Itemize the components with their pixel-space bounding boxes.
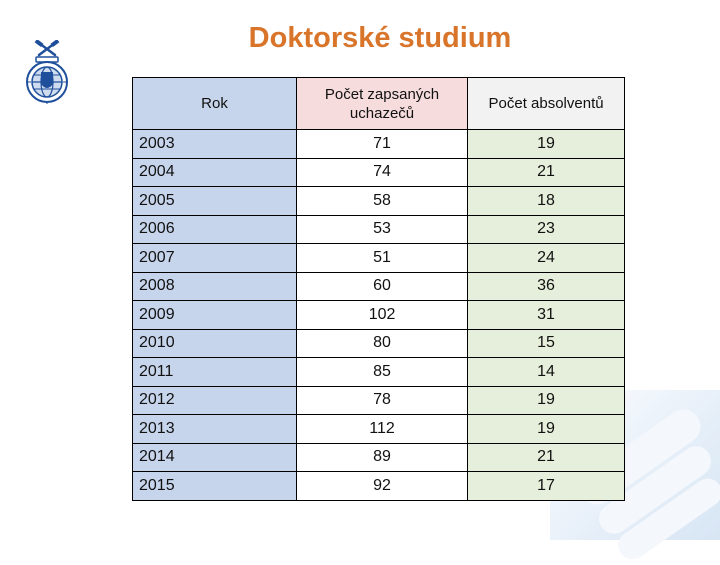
graduates-cell: 19	[468, 130, 625, 159]
enrolled-cell: 71	[297, 130, 468, 159]
column-header-year: Rok	[133, 78, 297, 130]
year-cell: 2009	[133, 301, 297, 330]
page-title: Doktorské studium	[248, 22, 512, 54]
enrolled-cell: 78	[297, 386, 468, 415]
table-row	[133, 187, 625, 216]
enrolled-cell: 74	[297, 158, 468, 187]
graduates-cell: 36	[468, 272, 625, 301]
graduates-cell: 17	[468, 472, 625, 501]
table-row	[133, 130, 625, 159]
table-row	[133, 158, 625, 187]
doctoral-study-table	[132, 77, 625, 501]
table-row	[133, 272, 625, 301]
enrolled-cell: 51	[297, 244, 468, 273]
enrolled-cell: 58	[297, 187, 468, 216]
year-cell: 2004	[133, 158, 297, 187]
year-cell: 2003	[133, 130, 297, 159]
enrolled-cell: 102	[297, 301, 468, 330]
year-cell: 2008	[133, 272, 297, 301]
year-cell: 2012	[133, 386, 297, 415]
graduates-cell: 19	[468, 415, 625, 444]
graduates-cell: 21	[468, 443, 625, 472]
table-row	[133, 472, 625, 501]
table-row	[133, 386, 625, 415]
enrolled-cell: 60	[297, 272, 468, 301]
graduates-cell: 23	[468, 215, 625, 244]
year-cell: 2007	[133, 244, 297, 273]
column-header-graduates: Počet absolventů	[468, 78, 625, 130]
enrolled-cell: 92	[297, 472, 468, 501]
table-row	[133, 329, 625, 358]
graduates-cell: 18	[468, 187, 625, 216]
table-row	[133, 301, 625, 330]
table-row	[133, 244, 625, 273]
year-cell: 2005	[133, 187, 297, 216]
graduates-cell: 15	[468, 329, 625, 358]
year-cell: 2015	[133, 472, 297, 501]
table-row	[133, 443, 625, 472]
year-cell: 2011	[133, 358, 297, 387]
enrolled-cell: 53	[297, 215, 468, 244]
table-row	[133, 215, 625, 244]
year-cell: 2010	[133, 329, 297, 358]
enrolled-cell: 112	[297, 415, 468, 444]
enrolled-cell: 80	[297, 329, 468, 358]
graduates-cell: 31	[468, 301, 625, 330]
enrolled-cell: 85	[297, 358, 468, 387]
table-row	[133, 358, 625, 387]
graduates-cell: 24	[468, 244, 625, 273]
graduates-cell: 21	[468, 158, 625, 187]
table-row	[133, 415, 625, 444]
enrolled-cell: 89	[297, 443, 468, 472]
column-header-enrolled: Počet zapsaných uchazečů	[297, 78, 468, 130]
table-header-row	[133, 78, 625, 130]
year-cell: 2013	[133, 415, 297, 444]
year-cell: 2014	[133, 443, 297, 472]
graduates-cell: 19	[468, 386, 625, 415]
graduates-cell: 14	[468, 358, 625, 387]
year-cell: 2006	[133, 215, 297, 244]
